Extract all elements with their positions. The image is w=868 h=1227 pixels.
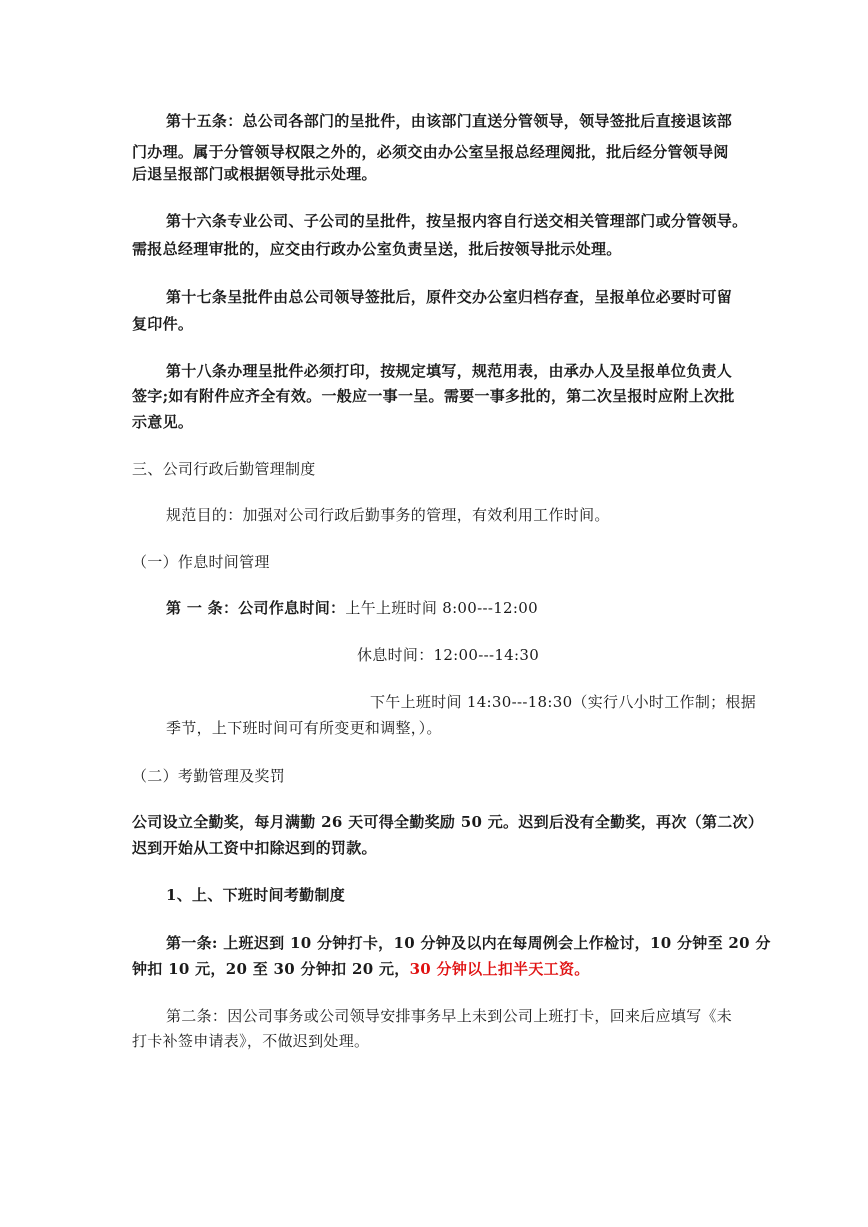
article17-line1: 第十七条呈批件由总公司领导签批后，原件交办公室归档存查，呈报单位必要时可留 [166,288,733,306]
section3-heading: 三、公司行政后勤管理制度 [132,460,316,478]
bonus-line1: 公司设立全勤奖，每月满勤 26 天可得全勤奖励 50 元。迟到后没有全勤奖，再次（第二次） [132,813,764,831]
rule1-line1: 第一条: 上班迟到 10 分钟打卡，10 分钟及以内在每周例会上作检讨，10 分钟至 20 分 [166,934,771,952]
bonus-line2: 迟到开始从工资中扣除迟到的罚款。 [132,839,377,857]
part1-heading: （一）作息时间管理 [132,553,270,571]
article1-label: 第 一 条：公司作息时间： [166,599,346,617]
part1-article1-line [166,598,538,618]
afternoon-hours: 下午上班时间 14:30---18:30（实行八小时工作制；根据 [370,693,757,711]
article15-line2: 门办理。属于分管领导权限之外的，必须交由办公室呈报总经理阅批，批后经分管领导阅 [132,143,729,161]
article17-line2: 复印件。 [132,315,194,333]
rest-hours: 休息时间：12:00---14:30 [357,646,540,664]
morning-hours: 上午上班时间 8:00---12:00 [345,599,538,617]
season-note: 季节，上下班时间可有所变更和调整，）。 [166,719,442,737]
article18-line3: 示意见。 [132,413,194,431]
article16-line1: 第十六条专业公司、子公司的呈批件，按呈报内容自行送交相关管理部门或分管领导。 [166,212,748,230]
article15-line3: 后退呈报部门或根据领导批示处理。 [132,165,377,183]
article18-line2: 签字;如有附件应齐全有效。一般应一事一呈。需要一事多批的，第二次呈报时应附上次批 [132,387,735,405]
rule2-line1: 第二条：因公司事务或公司领导安排事务早上未到公司上班打卡，回来后应填写《未 [166,1007,733,1025]
article15-line1: 第十五条：总公司各部门的呈批件，由该部门直送分管领导，领导签批后直接退该部 [166,112,733,130]
section3-purpose: 规范目的：加强对公司行政后勤事务的管理，有效利用工作时间。 [166,506,610,524]
rule1-half-day-penalty: 30 分钟以上扣半天工资。 [409,960,590,978]
sub1-heading: 1、上、下班时间考勤制度 [166,886,346,904]
rule2-line2: 打卡补签申请表》，不做迟到处理。 [132,1032,370,1050]
part2-heading: （二）考勤管理及奖罚 [132,767,286,785]
rule1-line2 [132,959,590,979]
rule1-deductions: 钟扣 10 元，20 至 30 分钟扣 20 元， [132,960,410,978]
article18-line1: 第十八条办理呈批件必须打印，按规定填写，规范用表，由承办人及呈报单位负责人 [166,362,733,380]
article16-line2: 需报总经理审批的，应交由行政办公室负责呈送，批后按领导批示处理。 [132,240,622,258]
